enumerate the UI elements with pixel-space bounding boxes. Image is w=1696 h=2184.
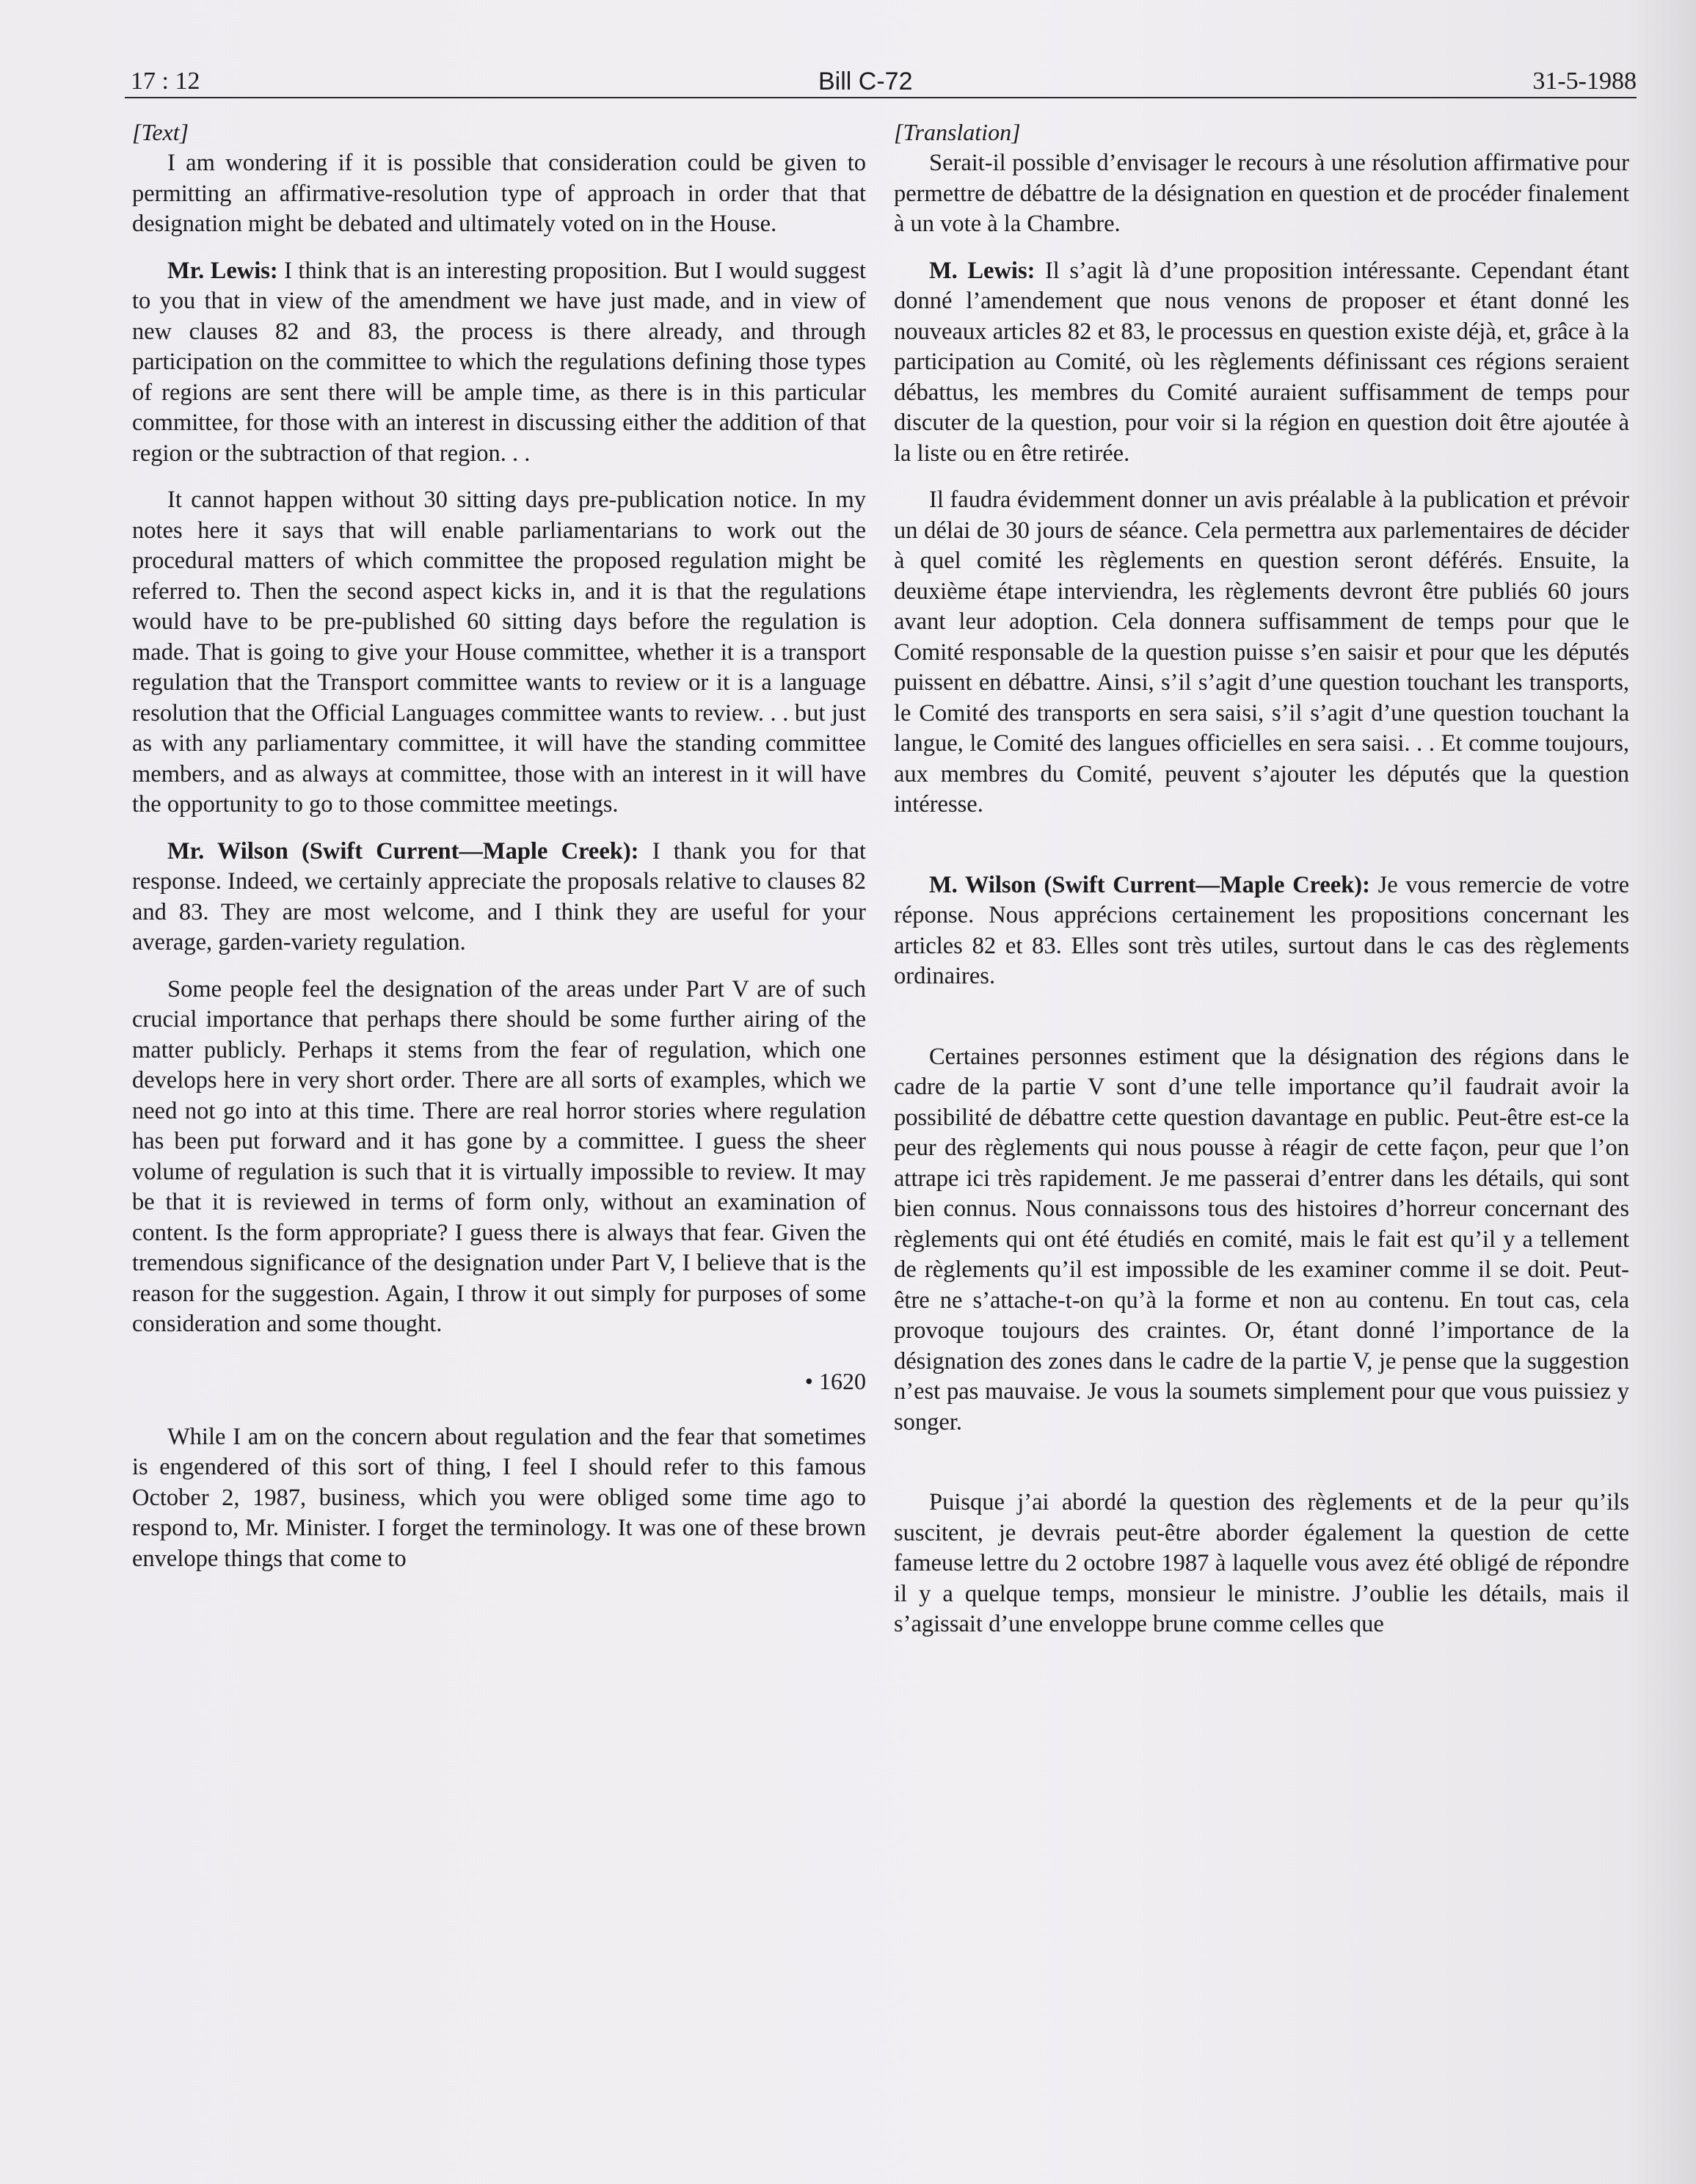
speaker-name: M. Wilson (Swift Current—Maple Creek): <box>929 871 1370 898</box>
paragraph-text: Je vous remercie de votre réponse. Nous apprécions certainement les propositions concernant les articles 82 et 83. Elles sont très utiles, surtout dans le cas des règlements ordinaires. <box>894 871 1630 989</box>
french-column <box>894 117 1629 1656</box>
paragraph: Some people feel the designation of the areas under Part V are of such crucial importance that perhaps there should be some further airing of the matter publicly. Perhaps it stems from the fear of regulation, which one develops here in very short order. There are all sorts of examples, which we need not go into at this time. There are real horror stories where regulation has been put forward and it has gone by a committee. I guess the sheer volume of regulation is such that it is virtually impossible to review. It may be that it is reviewed in terms of form only, without an examination of content. Is the form appropriate? I guess there is always that fear. Given the tremendous significance of the designation under Part V, I believe that is the reason for the suggestion. Again, I throw it out simply for purposes of some consideration and some thought. <box>132 975 866 1337</box>
paragraph <box>132 837 866 958</box>
speaker-name: Mr. Lewis: <box>167 257 278 284</box>
paragraph-text: I thank you for that response. Indeed, we certainly appreciate the proposals relative to clauses 82 and 83. They are most welcome, and I think they are useful for your average, garden-variety regulation. <box>132 837 866 956</box>
speaker-name: Mr. Wilson (Swift Current—Maple Creek): <box>167 837 639 864</box>
translation-tag: [Translation] <box>894 119 1021 145</box>
header-rule <box>125 97 1637 98</box>
paragraph-text: I think that is an interesting proposition. But I would suggest to you that in view of the amendment we have just made, and in view of new clauses 82 and 83, the process is there already, and through participation on the committee to which the regulations defining those types of regions are sent there will be ample time, as there is in this particular committee, for those with an interest in discussing either the addition of that region or the subtraction of that region. . . <box>132 257 866 467</box>
paragraph <box>132 256 866 470</box>
document-title: Bill C-72 <box>818 68 913 95</box>
page-date: 31-5-1988 <box>1532 68 1637 95</box>
page-number: 17 : 12 <box>131 68 200 95</box>
time-marker: • 1620 <box>804 1367 866 1394</box>
paragraph: It cannot happen without 30 sitting days pre-publication notice. In my notes here it says that will enable parliamentarians to work out the procedural matters of which committee the proposed regulation might be referred to. Then the second aspect kicks in, and it is that the regulations would have to be pre-published 60 sitting days before the regulation is made. That is going to give your House committee, whether it is a transport regulation that the Transport committee wants to review or it is a language resolution that the Official Languages committee wants to review. . . but just as with any parliamentary committee, it will have the standing committee members, and as always at committee, those with an interest in it will have the opportunity to go to those committee meetings. <box>132 487 866 818</box>
paragraph: Serait-il possible d’envisager le recours à une résolution affirmative pour permettre de débattre de la désignation en question et de procéder finalement à un vote à la Chambre. <box>894 150 1629 237</box>
text-tag: [Text] <box>132 119 189 145</box>
paragraph-text: Il s’agit là d’une proposition intéressante. Cependant étant donné l’amendement que nous venons de proposer et étant donné les nouveaux articles 82 et 83, le processus en question existe déjà, et, grâce à la participation au Comité, où les règlements définissant ces régions seraient débattus, les membres du Comité auraient suffisamment de temps pour discuter de la question, pour voir si la région en question doit être ajoutée à la liste ou en être retirée. <box>894 257 1629 467</box>
paragraph: I am wondering if it is possible that consideration could be given to permitting an affirmative-resolution type of approach in order that that designation might be debated and ultimately voted on in the House. <box>132 150 866 237</box>
paragraph: While I am on the concern about regulation and the fear that sometimes is engendered of this sort of thing, I feel I should refer to this famous October 2, 1987, business, which you were obliged some time ago to respond to, Mr. Minister. I forget the terminology. It was one of these brown envelope things that come to <box>132 1423 866 1572</box>
paragraph <box>894 256 1629 470</box>
paragraph <box>894 870 1629 992</box>
spacer <box>894 837 1629 870</box>
speaker-name: M. Lewis: <box>929 257 1036 284</box>
paragraph: Puisque j’ai abordé la question des règlements et de la peur qu’ils suscitent, je devrais peut-être aborder également la question de cette fameuse lettre du 2 octobre 1987 à laquelle vous avez été obligé de répondre il y a quelque temps, monsieur le ministre. J’oublie les détails, mais il s’agissait d’une enveloppe brune comme celles que <box>894 1489 1629 1637</box>
paragraph: Il faudra évidemment donner un avis préalable à la publication et prévoir un délai de 30 jours de séance. Cela permettra aux parlementaires de décider à quel comité les règlements en question seront déférés. Ensuite, la deuxième étape interviendra, les règlements devront être publiés 60 jours avant leur adoption. Cela donnera suffisamment de temps pour que le Comité responsable de la question puisse s’en saisir et pour que les députés puissent en débattre. Ainsi, s’il s’agit d’une question touchant les transports, le Comité des transports en sera saisi, s’il s’agit d’une question touchant la langue, le Comité des langues officielles en sera saisi. . . Et comme toujours, aux membres du Comité, peuvent s’ajouter les députés que la question intéresse. <box>894 487 1629 818</box>
english-column <box>132 117 866 1590</box>
spacer <box>894 1008 1629 1042</box>
spacer <box>894 1454 1629 1488</box>
paragraph: Certaines personnes estiment que la désignation des régions dans le cadre de la partie V sont d’une telle importance qu’il faudrait avoir la possibilité de débattre cette question davantage en public. Peut-être est-ce la peur des règlements qui nous pousse à réagir de cette façon, peur que l’on attrape ici très rapidement. Je me passerai d’entrer dans les détails, qui sont bien connus. Nous connaissons tous des histoires d’horreur concernant des règlements qui ont été étudiés en comité, mais le fait est qu’il y a tellement de règlements qu’il est impossible de les examiner comme il se doit. Peut-être ne s’attache-t-on qu’à la forme et non au contenu. En tout cas, cela provoque toujours des craintes. Or, étant donné l’importance de la désignation des zones dans le cadre de la partie V, je pense que la suggestion n’est pas mauvaise. Je vous la soumets simplement pour que vous puissiez y songer. <box>894 1043 1629 1435</box>
